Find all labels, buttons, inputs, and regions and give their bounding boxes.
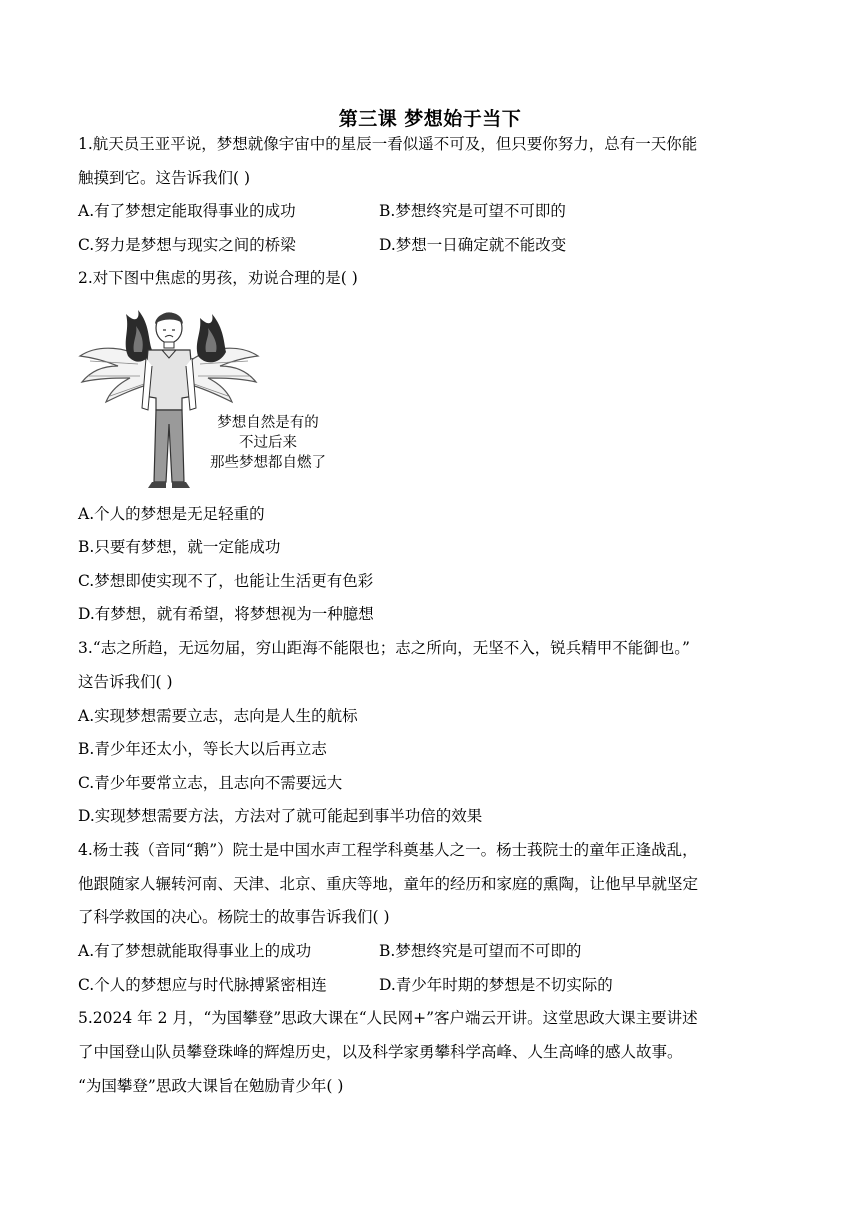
figure-caption-line-2: 不过后来 — [239, 435, 297, 451]
q3-option-a: A.实现梦想需要立志，志向是人生的航标 — [78, 707, 358, 725]
q2-option-a: A.个人的梦想是无足轻重的 — [78, 505, 265, 523]
q4-option-c: C.个人的梦想应与时代脉搏紧密相连 — [78, 976, 327, 994]
q3-option-c: C.青少年要常立志，且志向不需要远大 — [78, 774, 343, 792]
q3-stem-line-2: 这告诉我们( ) — [78, 673, 173, 691]
q2-option-b: B.只要有梦想，就一定能成功 — [78, 538, 281, 556]
q1-option-a: A.有了梦想定能取得事业的成功 — [78, 202, 296, 220]
q5-stem-line-2: 了中国登山队员攀登珠峰的辉煌历史，以及科学家勇攀科学高峰、人生高峰的感人故事。 — [78, 1043, 683, 1061]
q2-option-c: C.梦想即使实现不了，也能让生活更有色彩 — [78, 572, 374, 590]
q3-option-b: B.青少年还太小，等长大以后再立志 — [78, 740, 327, 758]
q1-option-d: D.梦想一日确定就不能改变 — [379, 236, 567, 254]
figure-caption-line-3: 那些梦想都自燃了 — [210, 455, 326, 471]
figure-caption-line-1: 梦想自然是有的 — [217, 415, 319, 431]
q4-option-b: B.梦想终究是可望而不可即的 — [379, 942, 582, 960]
anxious-boy-illustration — [78, 306, 348, 496]
q4-option-d: D.青少年时期的梦想是不切实际的 — [379, 976, 613, 994]
q4-option-a: A.有了梦想就能取得事业上的成功 — [78, 942, 312, 960]
q2-stem: 2.对下图中焦虑的男孩，劝说合理的是( ) — [78, 269, 358, 287]
q1-option-b: B.梦想终究是可望不可即的 — [379, 202, 566, 220]
q3-option-d: D.实现梦想需要方法，方法对了就可能起到事半功倍的效果 — [78, 807, 483, 825]
page-title: 第三课 梦想始于当下 — [338, 108, 522, 130]
q5-stem-line-1: 5.2024 年 2 月，“为国攀登”思政大课在“人民网+”客户端云开讲。这堂思政大课主要讲述 — [78, 1009, 698, 1027]
q4-stem-line-2: 他跟随家人辗转河南、天津、北京、重庆等地，童年的经历和家庭的熏陶，让他早早就坚定 — [78, 875, 699, 893]
q2-option-d: D.有梦想，就有希望，将梦想视为一种臆想 — [78, 605, 374, 623]
q1-option-c: C.努力是梦想与现实之间的桥梁 — [78, 236, 296, 254]
q1-stem-line-2: 触摸到它。这告诉我们( ) — [78, 169, 251, 187]
q5-stem-line-3: “为国攀登”思政大课旨在勉励青少年( ) — [78, 1077, 344, 1095]
q4-stem-line-3: 了科学救国的决心。杨院士的故事告诉我们( ) — [78, 908, 390, 926]
q3-stem-line-1: 3.“志之所趋，无远勿届，穷山距海不能限也；志之所向，无坚不入，锐兵精甲不能御也。” — [78, 639, 690, 657]
q1-stem-line-1: 1.航天员王亚平说，梦想就像宇宙中的星辰一看似遥不可及，但只要你努力，总有一天你能 — [78, 135, 698, 153]
q4-stem-line-1: 4.杨士莪（音同“鹅”）院士是中国水声工程学科奠基人之一。杨士莪院士的童年正逢战乱， — [78, 841, 698, 859]
